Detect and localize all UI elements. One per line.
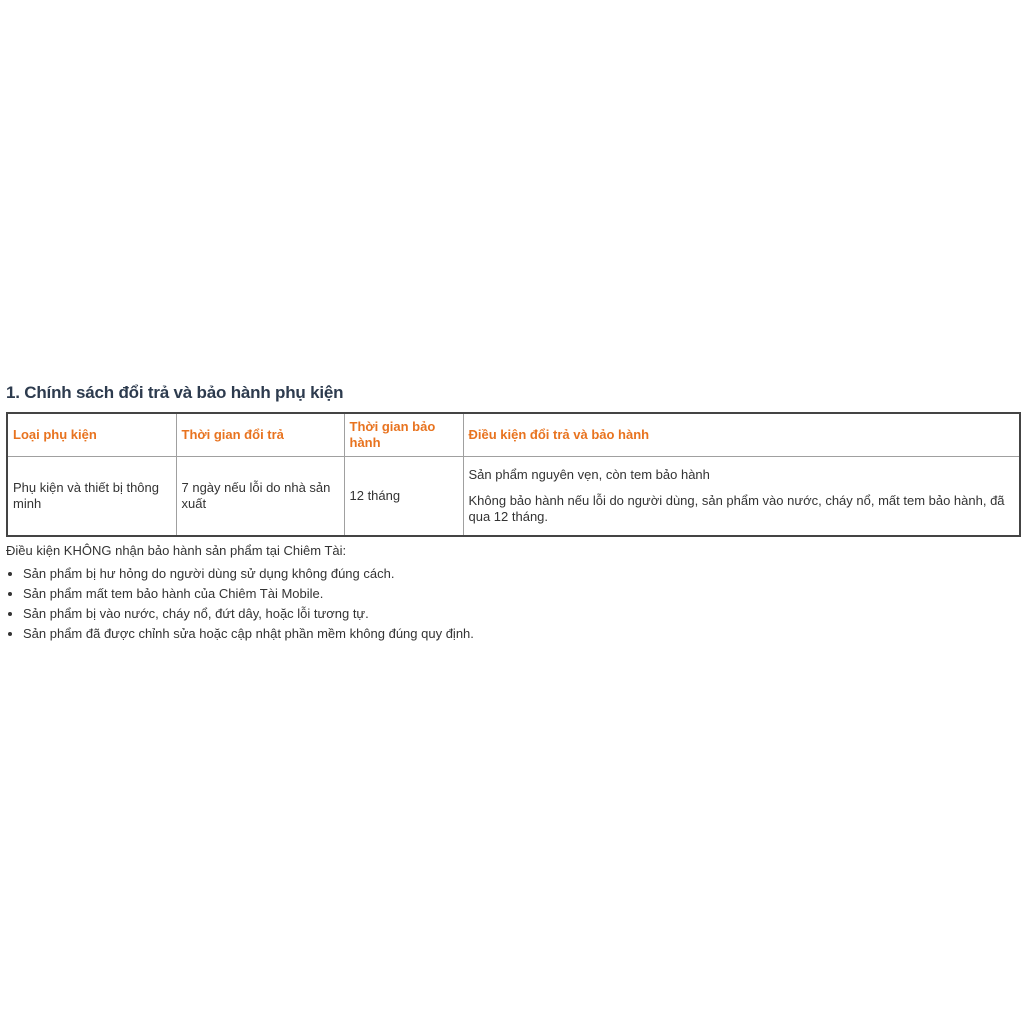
list-item: • Sản phẩm đã được chỉnh sửa hoặc cập nhật phần mềm không đúng quy định. xyxy=(23,624,1019,644)
policy-section xyxy=(6,380,1019,644)
list-item: • Sản phẩm bị hư hỏng do người dùng sử dụng không đúng cách. xyxy=(23,564,1019,584)
condition-text: Sản phẩm nguyên vẹn, còn tem bảo hành xyxy=(468,467,710,482)
table-row xyxy=(7,457,1020,537)
cell-return-time: 7 ngày nếu lỗi do nhà sản xuất xyxy=(176,457,344,537)
cell-warranty-time: 12 tháng xyxy=(344,457,463,537)
condition-text: Không bảo hành nếu lỗi do người dùng, sản phẩm vào nước, cháy nổ, mất tem bảo hành, đã qua 12 tháng. xyxy=(468,493,1005,524)
list-item: • Sản phẩm bị vào nước, cháy nổ, đứt dây, hoặc lỗi tương tự. xyxy=(23,604,1019,624)
exclusions-list xyxy=(6,564,1019,644)
list-item: • Sản phẩm mất tem bảo hành của Chiêm Tài Mobile. xyxy=(23,584,1019,604)
cell-accessory-type: Phụ kiện và thiết bị thông minh xyxy=(7,457,176,537)
header-accessory-type: Loại phụ kiện xyxy=(7,413,176,457)
section-title: 1. Chính sách đổi trả và bảo hành phụ kiện xyxy=(6,383,344,402)
header-return-time: Thời gian đổi trả xyxy=(176,413,344,457)
table-header-row xyxy=(7,413,1020,457)
cell-conditions xyxy=(463,457,1020,537)
header-conditions: Điều kiện đổi trả và bảo hành xyxy=(463,413,1020,457)
header-warranty-time: Thời gian bảo hành xyxy=(344,413,463,457)
policy-table xyxy=(6,412,1021,537)
exclusions-heading: Điều kiện KHÔNG nhận bảo hành sản phẩm tại Chiêm Tài: xyxy=(6,543,347,558)
